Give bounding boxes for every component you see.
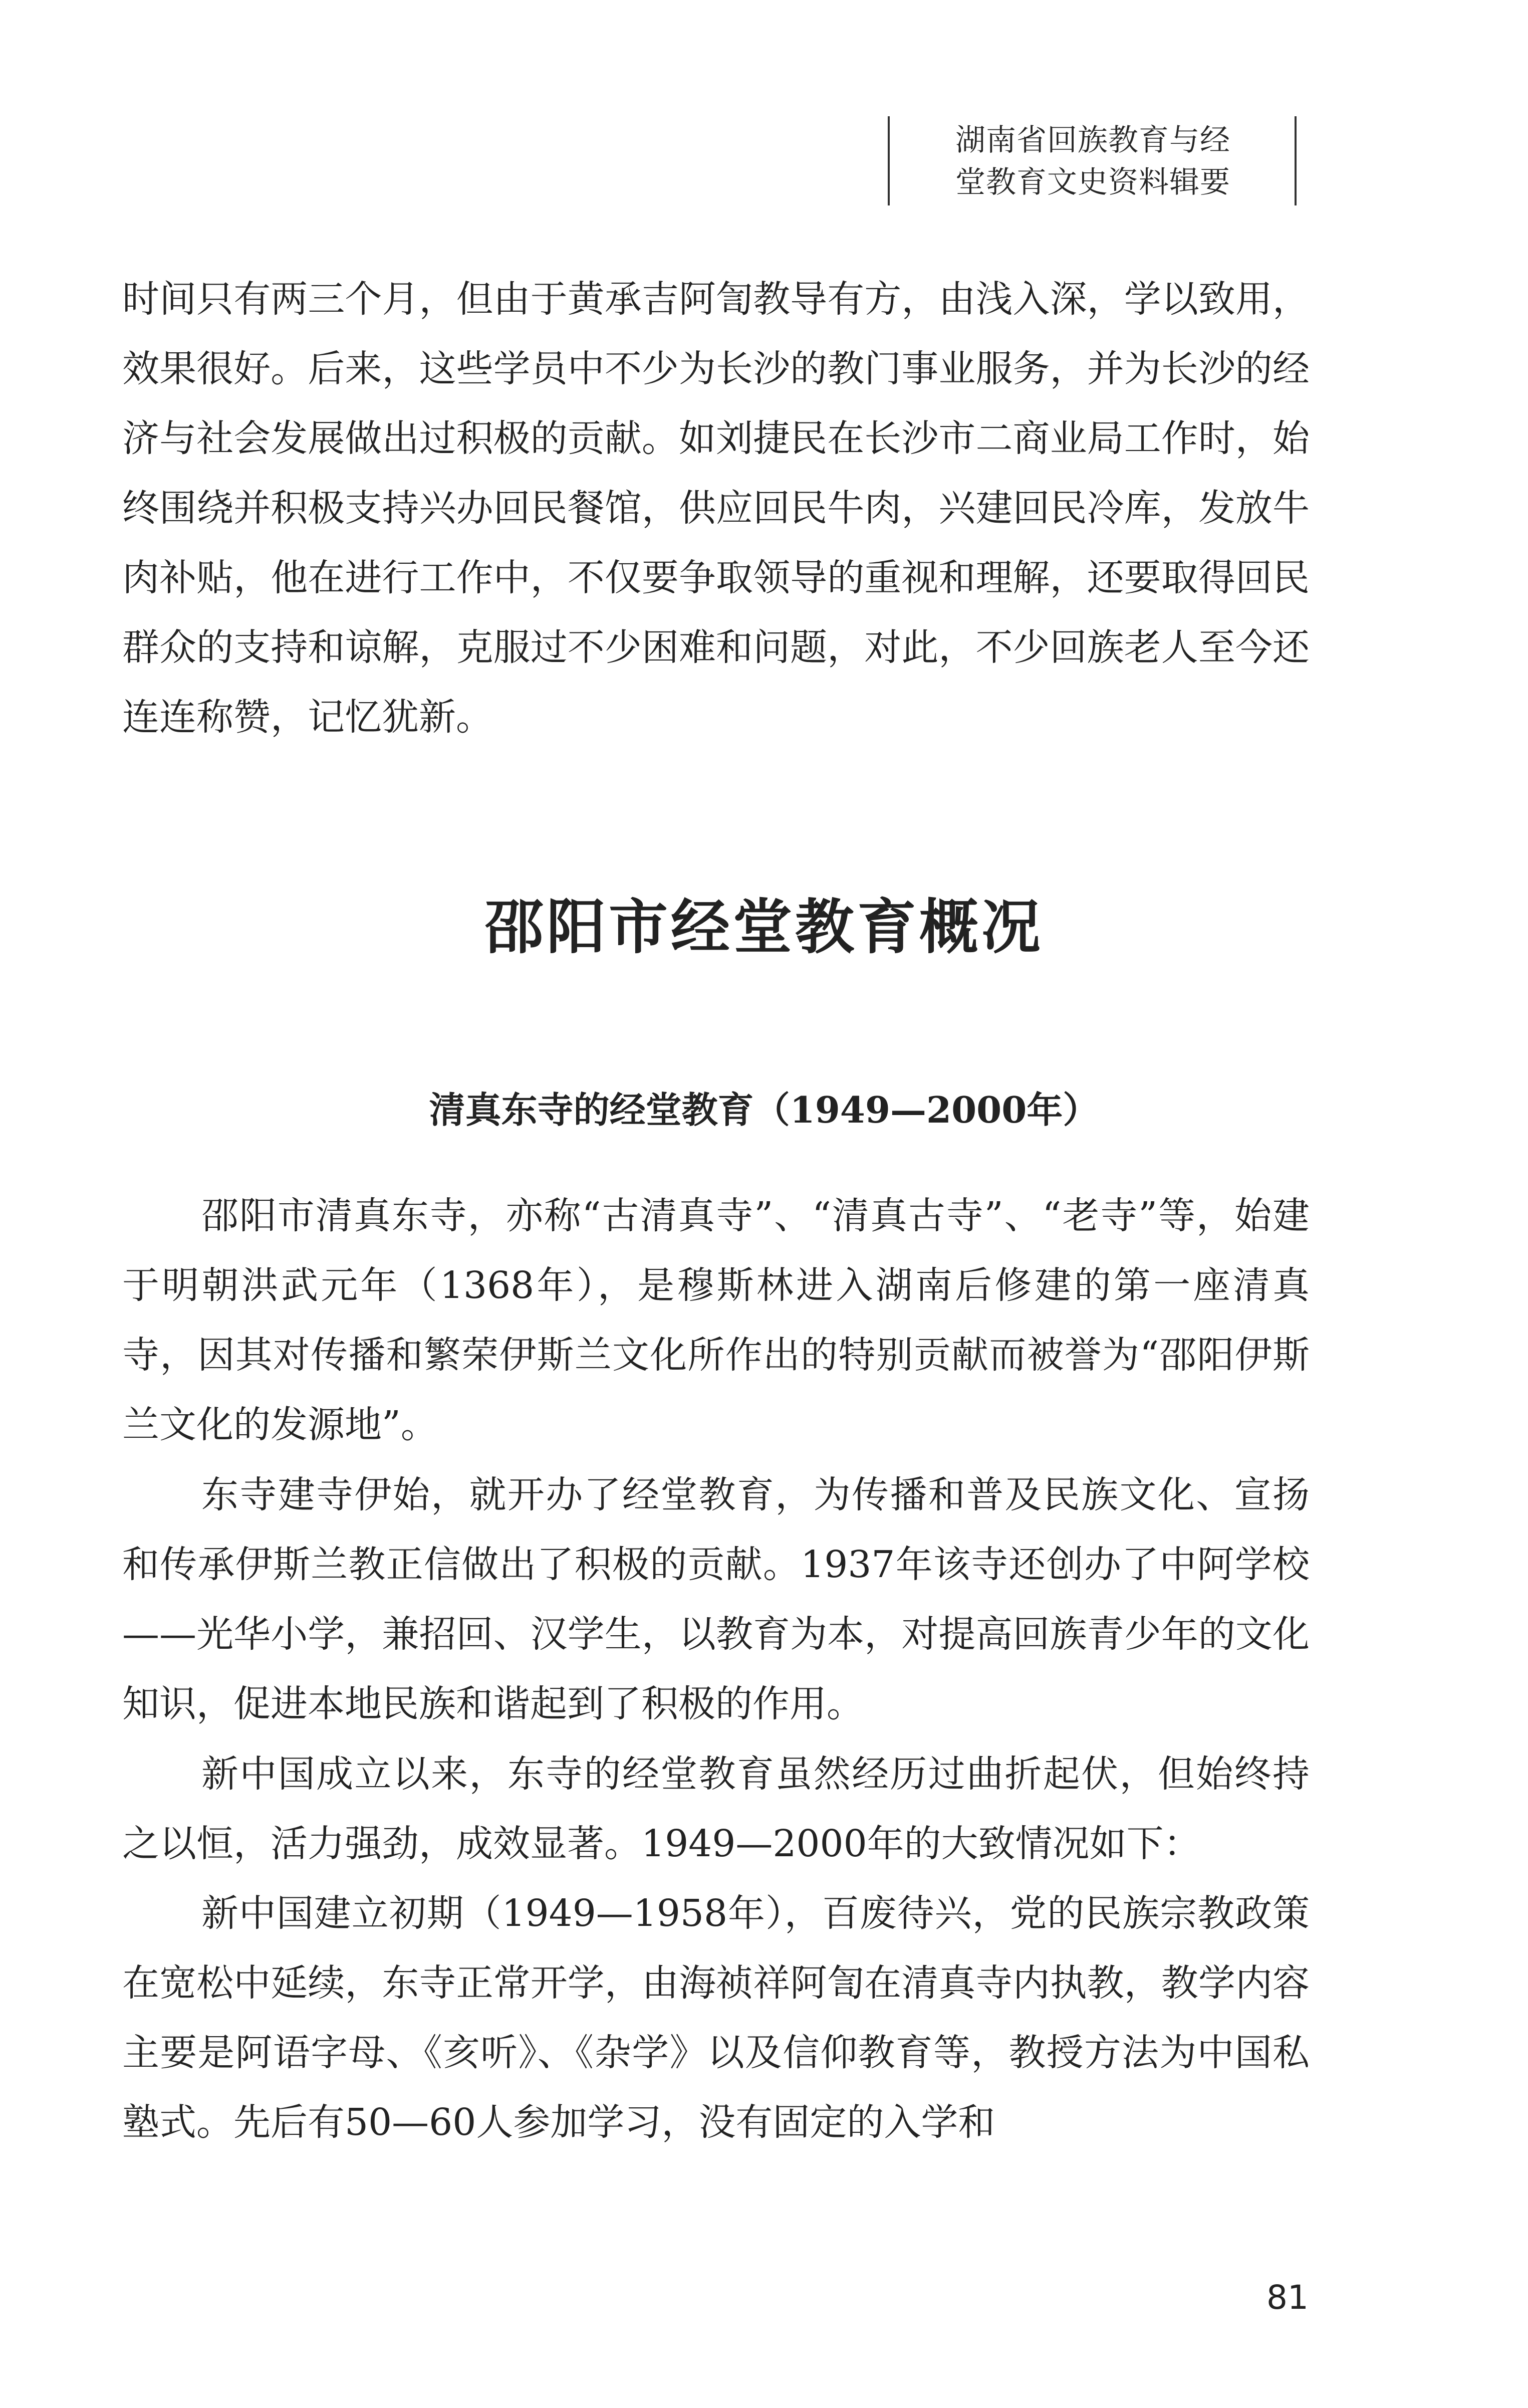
running-title-line-1: 湖南省回族教育与经 xyxy=(955,123,1230,158)
body-paragraph: 东寺建寺伊始，就开办了经堂教育，为传播和普及民族文化、宣扬和传承伊斯兰教正信做出了积极的贡献。1937年该寺还创办了中阿学校——光华小学，兼招回、汉学生，以教育为本，对提高回族青少年的文化知识，促进本地民族和谐起到了积极的作用。 xyxy=(122,1473,1310,1725)
section-title: 邵阳市经堂教育概况 xyxy=(484,893,1044,962)
body-paragraph: 邵阳市清真东寺，亦称“古清真寺”、“清真古寺”、“老寺”等，始建于明朝洪武元年（1368年），是穆斯林进入湖南后修建的第一座清真寺，因其对传播和繁荣伊斯兰文化所作出的特别贡献而被誉为“邵阳伊斯兰文化的发源地”。 xyxy=(122,1194,1310,1446)
body-paragraph: 新中国建立初期（1949—1958年），百废待兴，党的民族宗教政策在宽松中延续，东寺正常开学，由海祯祥阿訇在清真寺内执教，教学内容主要是阿语字母、《亥听》、《杂学》以及信仰教育等，教授方法为中国私塾式。先后有50—60人参加学习，没有固定的入学和 xyxy=(122,1892,1310,2144)
body-paragraph: 新中国成立以来，东寺的经堂教育虽然经历过曲折起伏，但始终持之以恒，活力强劲，成效显著。1949—2000年的大致情况如下： xyxy=(122,1753,1310,1865)
running-title xyxy=(955,119,1281,203)
page-number: 81 xyxy=(1266,2278,1309,2317)
running-header xyxy=(888,116,1299,205)
running-title-line-2: 堂教育文史资料辑要 xyxy=(955,165,1230,200)
header-rule-left xyxy=(888,116,890,205)
header-rule-right xyxy=(1295,116,1297,205)
subsection-title: 清真东寺的经堂教育（1949—2000年） xyxy=(429,1088,1099,1131)
body-paragraph-continued: 时间只有两三个月，但由于黄承吉阿訇教导有方，由浅入深，学以致用，效果很好。后来，这些学员中不少为长沙的教门事业服务，并为长沙的经济与社会发展做出过积极的贡献。如刘捷民在长沙市二商业局工作时，始终围绕并积极支持兴办回民餐馆，供应回民牛肉，兴建回民冷库，发放牛肉补贴，他在进行工作中，不仅要争取领导的重视和理解，还要取得回民群众的支持和谅解，克服过不少困难和问题，对此，不少回族老人至今还连连称赞，记忆犹新。 xyxy=(122,278,1310,739)
